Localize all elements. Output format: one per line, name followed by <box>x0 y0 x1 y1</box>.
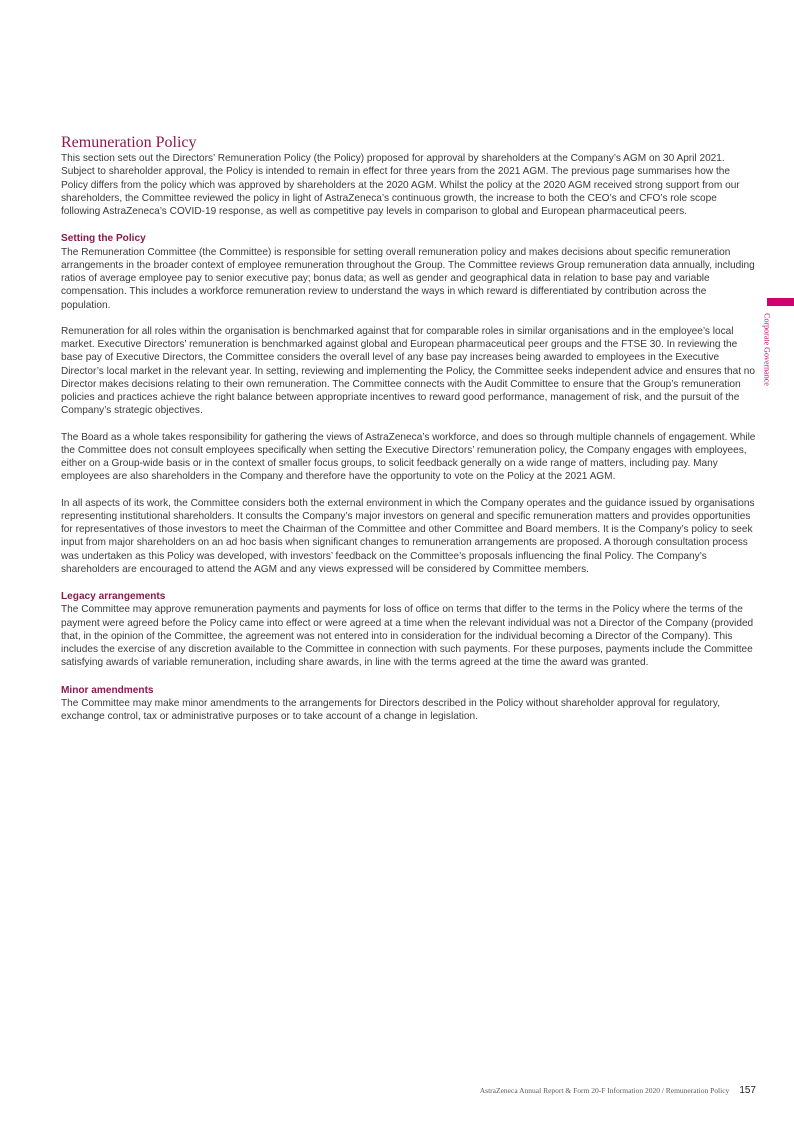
page-footer <box>480 1085 756 1096</box>
section-heading-setting-policy: Setting the Policy <box>61 233 146 245</box>
page-title: Remuneration Policy <box>61 134 197 151</box>
paragraph: The Committee may approve remuneration payments and payments for loss of office on terms that differ to the terms in the Policy where the terms of the payment were agreed before the Policy came into effect or were agreed at a time when the relevant individual was not a Director of the Company (provided that, in the opinion of the Committee, the agreement was not entered into in consideration for the individual becoming a Director of the Company). This includes the exercise of any discretion available to the Committee in connection with such payments. For these purposes, payments include the Committee satisfying awards of variable remuneration, including share awards, in line with the terms agreed at the time the award was granted. <box>61 604 754 669</box>
section-tab-label: Corporate Governance <box>762 313 772 386</box>
paragraph: The Remuneration Committee (the Committee) is responsible for setting overall remuneration policy and makes decisions about specific remuneration arrangements in the broader context of employee remuneration throughout the Group. The Committee reviews Group remuneration data annually, including ratios of average employee pay to senior executive pay; bonus data; as well as gender and geographical data in relation to base pay and variable compensation. This includes a workforce remuneration review to understand the ways in which reward is differentiated by contribution across the population. <box>61 246 755 311</box>
section-heading-minor-amendments: Minor amendments <box>61 684 154 696</box>
section-heading-legacy-arrangements: Legacy arrangements <box>61 591 166 602</box>
paragraph: In all aspects of its work, the Committee considers both the external environment in which the Company operates and the guidance issued by organisations representing institutional shareholders. It consults the Company’s major investors on general and specific remuneration matters and provides opportunities for representatives of those investors to meet the Chairman of the Committee and other Committee and Board members. It is the Company’s policy to seek input from major shareholders on an ad hoc basis when significant changes to remuneration arrangements are proposed. A thorough consultation process was undertaken as this Policy was developed, with investors’ feedback on the Committee’s proposals influencing the final Policy. The Company’s shareholders are encouraged to attend the AGM and any views expressed will be considered by Committee members. <box>61 497 755 575</box>
page-number: 157 <box>739 1085 756 1096</box>
paragraph: The Board as a whole takes responsibility for gathering the views of AstraZeneca’s workforce, and does so through multiple channels of engagement. While the Committee does not consult employees specifically when setting the Executive Directors’ remuneration policy, the Company engages with employees, either on a Group-wide basis or in the context of smaller focus groups, to solicit feedback generally on a wide range of matters, including pay. Many employees are also shareholders in the Company and therefore have the opportunity to vote on the Policy at the 2021 AGM. <box>61 431 756 483</box>
main-content <box>61 134 756 723</box>
paragraph: The Committee may make minor amendments to the arrangements for Directors described in the Policy without shareholder approval for regulatory, exchange control, tax or administrative purposes or to take account of a change in legislation. <box>61 697 721 722</box>
intro-paragraph: This section sets out the Directors’ Remuneration Policy (the Policy) proposed for approval by shareholders at the Company’s AGM on 30 April 2021. Subject to shareholder approval, the Policy is intended to remain in effect for three years from the 2021 AGM. The previous page summarises how the Policy differs from the policy which was approved by shareholders at the 2020 AGM. Whilst the policy at the 2020 AGM received strong support from our shareholders, the Committee reviewed the policy in light of AstraZeneca’s continuous growth, the increase to both the CEO’s and CFO’s role scope following AstraZeneca’s COVID-19 response, as well as competitive pay levels in comparison to global and European pharmaceutical peers. <box>61 153 740 217</box>
footer-text: AstraZeneca Annual Report & Form 20-F Information 2020 / Remuneration Policy <box>479 1086 730 1095</box>
paragraph: Remuneration for all roles within the organisation is benchmarked against that for comparable roles in similar organisations and in the employee’s local market. Executive Directors’ remuneration is benchmarked against global and European pharmaceutical peer groups and the FTSE 30. In reviewing the base pay of Executive Directors, the Committee considers the overall level of any base pay increases being awarded to employees in the Executive Director’s local market in the relevant year. In setting, reviewing and implementing the Policy, the Committee seeks independent advice and ensures that no Director makes decisions relating to their own remuneration. The Committee connects with the Audit Committee to ensure that the Group’s remuneration policies and practices achieve the right balance between appropriate incentives to reward good performance, management of risk, and the pursuit of the Company’s strategic objectives. <box>61 325 756 417</box>
